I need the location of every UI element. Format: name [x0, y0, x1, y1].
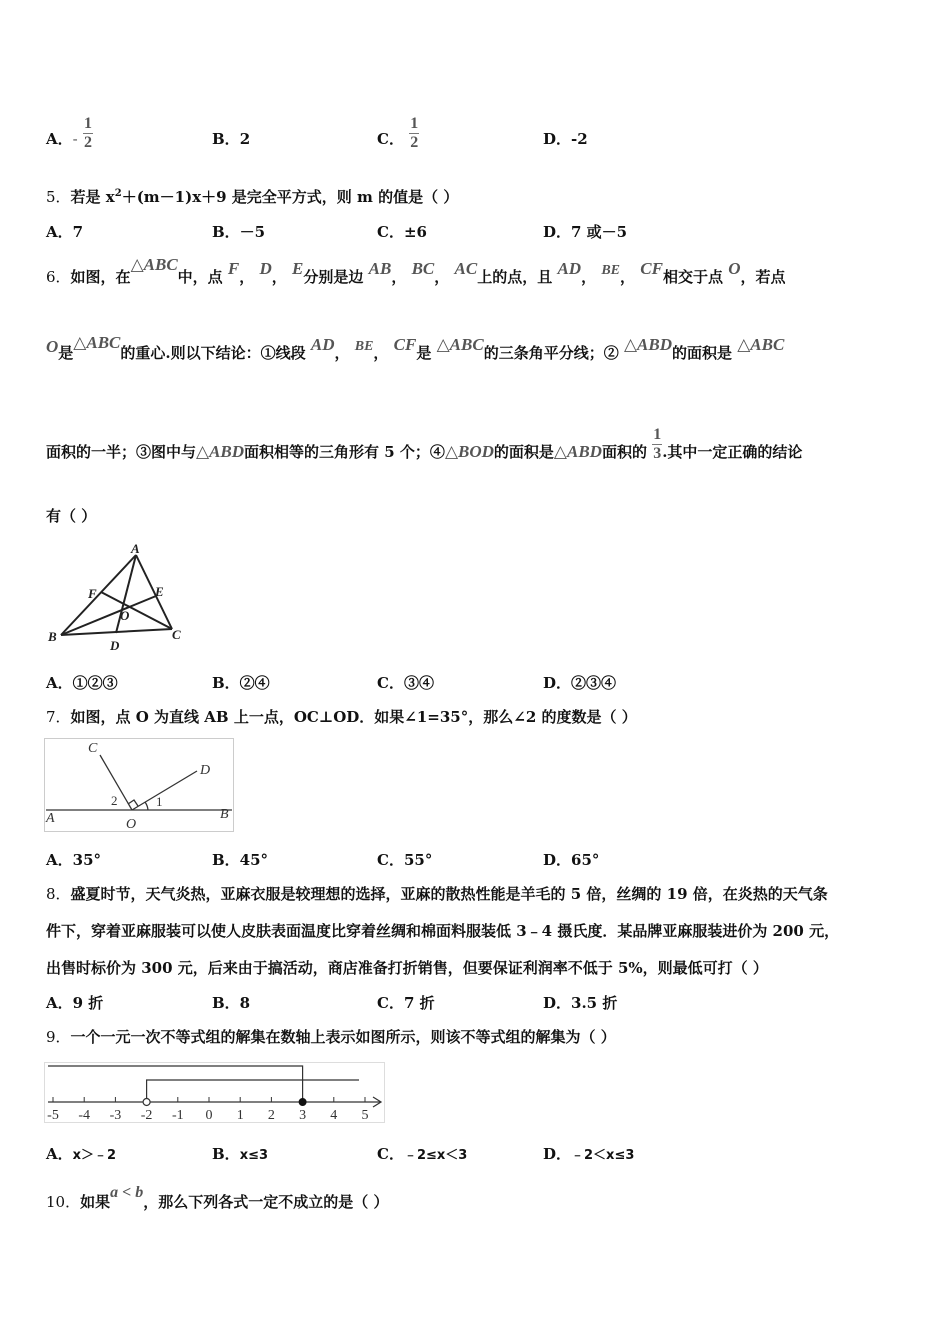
q8-option-b[interactable]: B．8 — [212, 994, 251, 1012]
q8-stem-line2: 件下，穿着亚麻服装可以使人皮肤表面温度比穿着丝绸和棉面料服装低 3﹣4 摄氏度．某品牌亚麻服装进价为 200 元， — [46, 922, 840, 940]
q6-triangle-figure — [44, 540, 189, 655]
q6-stem-line3: 面积的一半；③图中与△ABD面积相等的三角形有 5 个；④△BOD的面积是△ABD面积的 $\frac{1}{3}$ .其中一定正确的结论 — [46, 425, 803, 462]
number-line-tick-label: 0 — [205, 1108, 213, 1123]
q7-option-c[interactable]: C．55° — [377, 851, 433, 869]
q6-option-c[interactable]: C．③④ — [377, 674, 434, 692]
q4-option-b[interactable]: B．2 — [212, 130, 251, 148]
q5-option-d[interactable]: D．7 或－5 — [543, 223, 628, 241]
q7-label-d: D — [200, 763, 211, 778]
q8-option-d[interactable]: D．3.5 折 — [543, 994, 618, 1012]
q10-stem: 10．如果a < b，那么下列各式一定不成立的是（ ） — [46, 1184, 389, 1211]
number-line-tick-label: 3 — [299, 1108, 307, 1123]
number-line-tick-label: -4 — [78, 1108, 91, 1123]
q9-option-c[interactable]: C．﹣2≤x＜3 — [377, 1145, 468, 1163]
q4-option-a[interactable]: A．- $\frac{1}{2}$ — [46, 114, 92, 151]
number-line-tick-label: -2 — [140, 1108, 153, 1123]
q6-stem-line4: 有（ ） — [46, 507, 97, 525]
q6-stem-line2: O是△ABC的重心.则以下结论：①线段 AD， BE， CF是 △ABC的三条角平分线；② △ABD的面积是 △ABC — [46, 333, 785, 362]
q5-option-a[interactable]: A．7 — [46, 223, 84, 241]
q8-option-a[interactable]: A．9 折 — [46, 994, 104, 1012]
q9-option-d[interactable]: D．﹣2＜x≤3 — [543, 1145, 635, 1163]
q9-option-a[interactable]: A．x＞﹣2 — [46, 1145, 117, 1163]
q9-stem: 9．一个一元一次不等式组的解集在数轴上表示如图所示，则该不等式组的解集为（ ） — [46, 1028, 616, 1046]
q8-stem-line3: 出售时标价为 300 元，后来由于搞活动，商店准备打折销售，但要保证利润率不低于 5%，则最低可打（ ） — [46, 959, 768, 977]
q6-label-b: B — [48, 629, 57, 644]
number-line-tick-label: 5 — [361, 1108, 369, 1123]
q7-label-o: O — [126, 817, 137, 832]
q6-option-b[interactable]: B．②④ — [212, 674, 270, 692]
q7-stem: 7．如图，点 O 为直线 AB 上一点，OC⊥OD．如果∠1=35°，那么∠2 的度数是（ ） — [46, 708, 637, 726]
q6-stem-line1: 6．如图，在△ABC中，点 F， D， E分别是边 AB， BC， AC上的点，且 AD， BE， CF相交于点 O，若点 — [46, 255, 786, 286]
q4-option-a-fraction: $\frac{1}{2}$ — [83, 114, 92, 151]
number-line-tick-label: -3 — [109, 1108, 122, 1123]
q8-option-c[interactable]: C．7 折 — [377, 994, 435, 1012]
q7-angle-figure — [44, 738, 236, 834]
q7-option-d[interactable]: D．65° — [543, 851, 600, 869]
number-line-tick-label: 1 — [236, 1108, 244, 1123]
q4-option-c[interactable]: C． $\frac{1}{2}$ — [377, 114, 419, 151]
q6-one-third-fraction: $\frac{1}{3}$ — [653, 425, 662, 462]
q4-option-c-fraction: $\frac{1}{2}$ — [410, 114, 419, 151]
q7-label-a: A — [46, 811, 55, 826]
q7-angle-1: 1 — [156, 794, 163, 809]
q6-label-o: O — [120, 608, 130, 623]
open-point-minus-2 — [143, 1099, 150, 1106]
q6-option-a[interactable]: A．①②③ — [46, 674, 118, 692]
number-line-tick-label: -5 — [47, 1108, 59, 1123]
closed-point-3 — [299, 1099, 306, 1106]
number-line-tick-label: 2 — [267, 1108, 275, 1123]
q7-label-b: B — [220, 807, 229, 822]
q6-label-e: E — [155, 584, 164, 599]
q7-label-c: C — [88, 741, 98, 756]
q9-option-b[interactable]: B．x≤3 — [212, 1145, 269, 1163]
q5-stem: 5．若是 $x^2+(m-1)x+9$ 是完全平方式，则 m 的值是（ ） — [46, 188, 459, 206]
q6-label-c: C — [172, 627, 181, 642]
q9-number-line — [44, 1062, 386, 1126]
solution-ray-less-equal-3 — [48, 1066, 303, 1102]
q6-label-d: D — [110, 638, 120, 653]
q5-option-c[interactable]: C．±6 — [377, 223, 427, 241]
q7-option-b[interactable]: B．45° — [212, 851, 269, 869]
q8-stem-line1: 8．盛夏时节，天气炎热，亚麻衣服是较理想的选择，亚麻的散热性能是羊毛的 5 倍，丝绸的 19 倍，在炎热的天气条 — [46, 885, 828, 903]
q7-option-a[interactable]: A．35° — [46, 851, 102, 869]
q7-angle-2: 2 — [111, 793, 118, 808]
solution-ray-greater-minus-2 — [147, 1080, 359, 1102]
number-line-tick-label: 4 — [330, 1108, 338, 1123]
number-line-tick-label: -1 — [171, 1108, 184, 1123]
q5-option-b[interactable]: B．－5 — [212, 223, 266, 241]
q6-label-a: A — [131, 541, 140, 556]
q4-option-d[interactable]: D．-2 — [543, 130, 588, 148]
q6-option-d[interactable]: D．②③④ — [543, 674, 617, 692]
q6-label-f: F — [88, 586, 97, 601]
